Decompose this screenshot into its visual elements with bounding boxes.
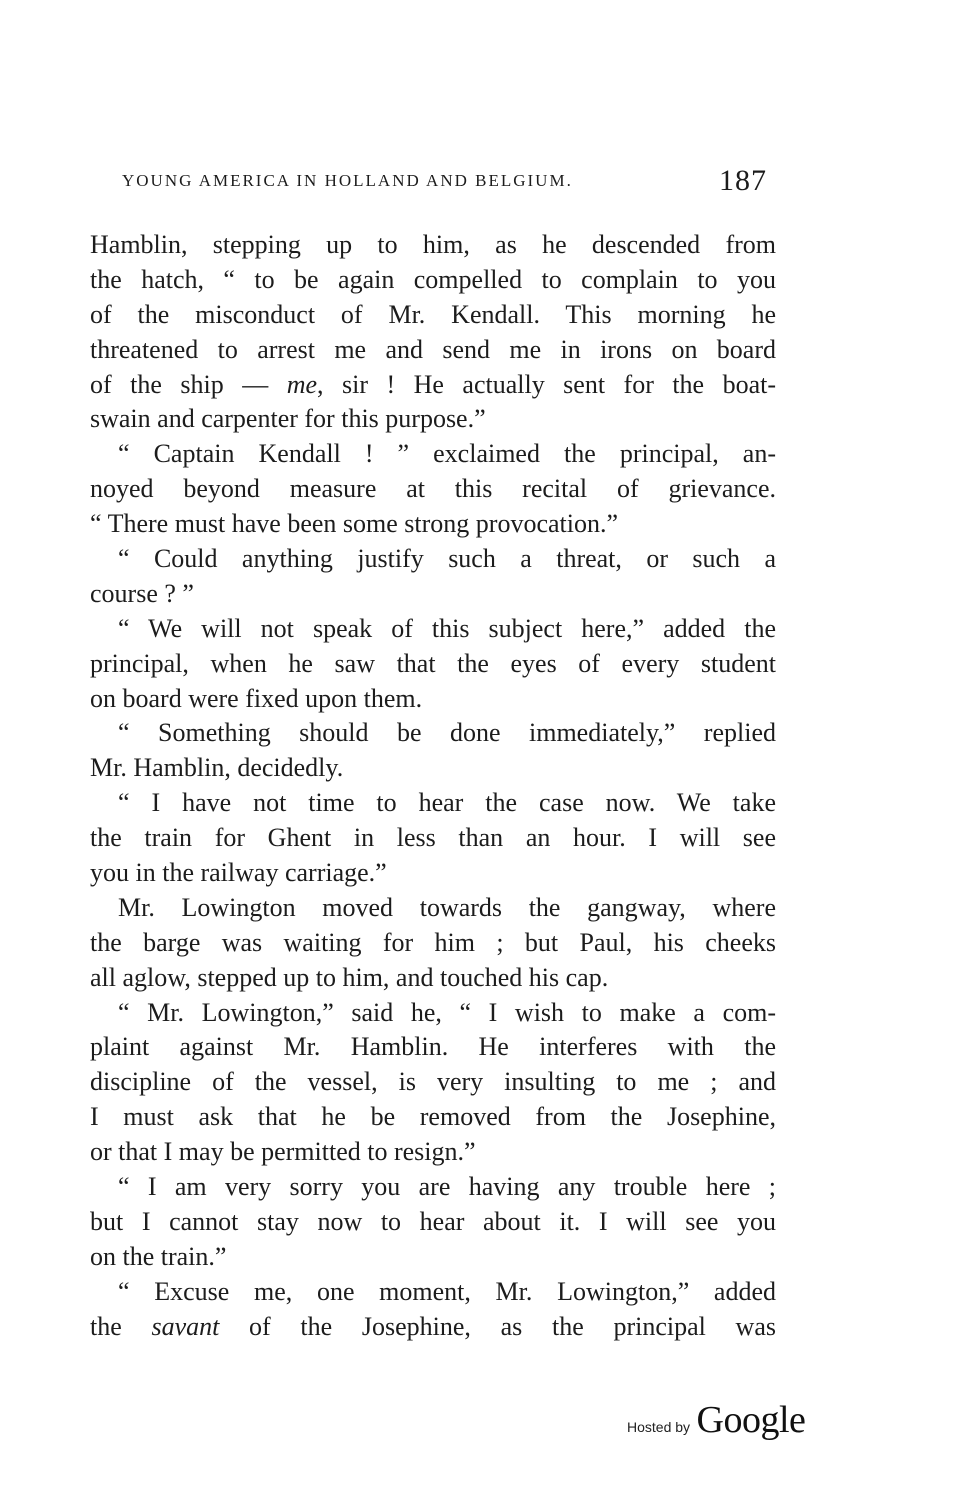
text-line: you in the railway carriage.” [90,858,387,888]
text-line: “ I have not time to hear the case now. We take [118,788,776,818]
text-line: discipline of the vessel, is very insulting to me ; and [90,1067,776,1097]
text-line: “ Mr. Lowington,” said he, “ I wish to make a com- [118,997,776,1027]
text-segment: of the ship — [90,369,287,399]
text-line: Mr. Lowington moved towards the gangway, where [118,892,776,922]
text-line: of the misconduct of Mr. Kendall. This morning he [90,299,776,329]
text-line [90,368,776,403]
text-line: “ We will not speak of this subject here,” added the [118,613,776,643]
running-head [122,164,822,197]
body-text [90,228,776,1345]
text-line: the hatch, “ to be again compelled to complain to you [90,264,776,294]
text-line: swain and carpenter for this purpose.” [90,404,486,434]
text-line: Hamblin, stepping up to him, as he descended from [90,230,776,259]
text-line: I must ask that he be removed from the Josephine, [90,1102,776,1132]
text-segment: the [90,1311,152,1341]
text-line: “ I am very sorry you are having any trouble here ; [118,1172,776,1202]
text-line [90,1310,776,1345]
hosted-by-google-watermark [627,1398,805,1442]
text-line: noyed beyond measure at this recital of grievance. [90,474,776,504]
text-line: “ Excuse me, one moment, Mr. Lowington,” added [118,1276,776,1306]
text-line: principal, when he saw that the eyes of every student [90,648,776,678]
text-line: plaint against Mr. Hamblin. He interferes with the [90,1032,776,1062]
google-logo: Google [696,1399,806,1441]
text-segment: , sir ! He actually sent for the boat- [317,369,776,399]
text-line: “ Could anything justify such a threat, or such a [118,544,776,574]
text-line: “ Captain Kendall ! ” exclaimed the principal, an- [118,439,776,469]
text-line: threatened to arrest me and send me in irons on board [90,334,776,364]
text-line: all aglow, stepped up to him, and touched his cap. [90,962,609,992]
italic-emphasis: me [286,369,318,399]
text-line: course ? ” [90,578,194,608]
text-line: the train for Ghent in less than an hour. I will see [90,823,776,853]
page-number: 187 [719,164,767,197]
text-line: but I cannot stay now to hear about it. I will see you [90,1206,776,1236]
hosted-by-label: Hosted by [627,1419,691,1435]
text-line: on the train.” [90,1241,227,1271]
text-segment: of the Josephine, as the principal was [219,1311,776,1341]
running-head-title: YOUNG AMERICA IN HOLLAND AND BELGIUM. [122,171,573,190]
text-line: “ There must have been some strong provocation.” [90,509,619,539]
text-line: the barge was waiting for him ; but Paul, his cheeks [90,927,776,957]
italic-emphasis: savant [151,1311,220,1341]
text-line: “ Something should be done immediately,” replied [118,718,776,748]
text-line: Mr. Hamblin, decidedly. [90,753,344,783]
text-line: on board were fixed upon them. [90,683,423,713]
text-line: or that I may be permitted to resign.” [90,1137,476,1167]
